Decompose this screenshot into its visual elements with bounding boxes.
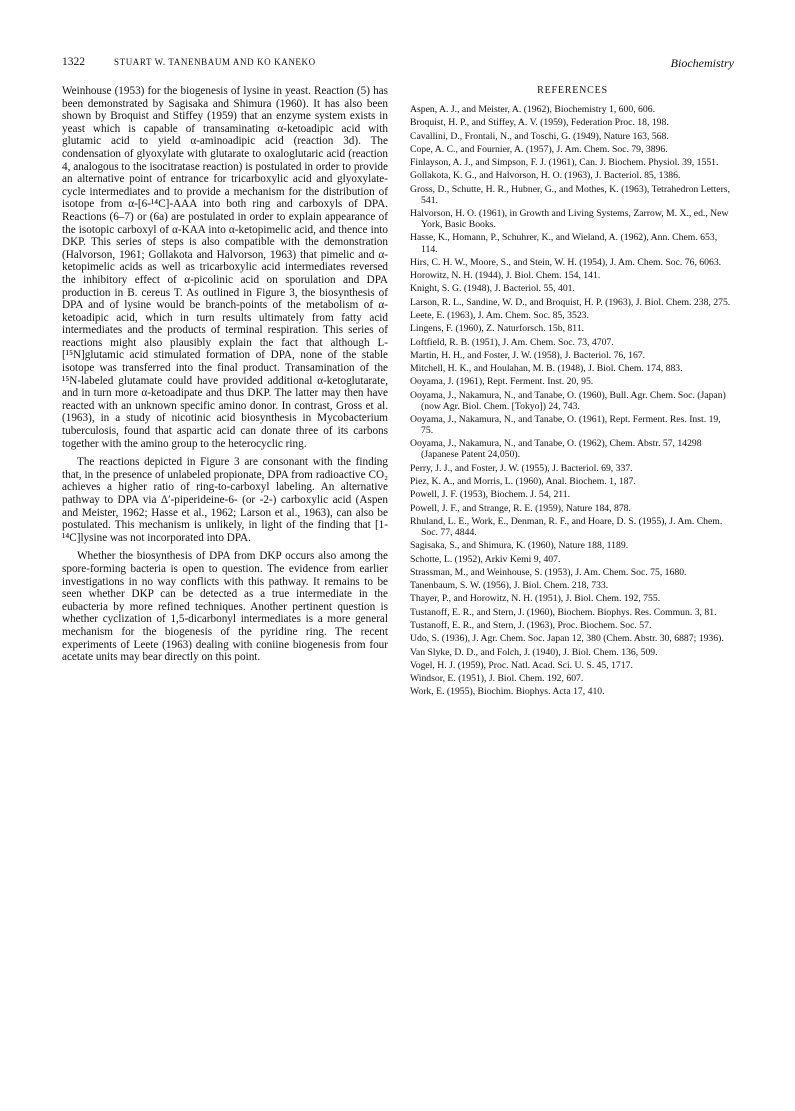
reference-item: Thayer, P., and Horowitz, N. H. (1951), J. Biol. Chem. 192, 755.	[410, 593, 661, 605]
reference-item: Martin, H. H., and Foster, J. W. (1958), J. Bacteriol. 76, 167.	[410, 349, 646, 361]
reference-item: Halvorson, H. O. (1961), in Growth and Living Systems, Zarrow, M. X., ed., New York, Basic Books.	[410, 208, 729, 231]
body-paragraph: Weinhouse (1953) for the biogenesis of lysine in yeast. Reaction (5) has been demonstrated by Sagisaka and Shimura (1960). It has also been shown by Broquist and Stiffey (1959) that an enzyme system exists in yeast which is capable of transaminating α-ketoadipic acid with glutamic acid to yield α-aminoadipic acid (reaction 3d). The condensation of glyoxylate with glutarate to oxaloglutaric acid (reaction 4, analogous to the isocitratase reaction) is postulated in order to provide an alternative point of entrance for tricarboxylic acid and glyoxylate-cycle intermediates and to provide a mechanism for the distribution of isotope from α-[6-¹⁴C]-AAA into both ring and carboxyls of DPA. Reactions (6–7) or (6a) are postulated in order to explain appearance of the isotopic carboxyl of α-KAA into α-ketopimelic acid, and thence into DKP. This series of steps is also compatible with the demonstration (Halvorson, 1961; Gollakota and Halvorson, 1963) that pimelic and α-ketopimelic acids as well as tricarboxylic acid intermediates reversed the inhibitory effect of α-picolinic acid on sporulation and DPA production in B. cereus T. As outlined in Figure 3, the biosynthesis of DPA and of lysine would be branch-points of the metabolism of α-ketoadipic acid, which in turn results ultimately from fatty acid intermediates and the products of terminal respiration. This series of reactions might also plausibly explain the fact that although L-[¹⁵N]glutamic acid stimulated formation of DPA, none of the stable isotope was transferred into the final product. Transamination of the ¹⁵N-labeled glutamate could have provided additional α-ketoglutarate, and in turn more α-ketoadipate and thus DKP. The latter may then have reacted with an unknown specific amino donor. In contrast, Gross et al. (1963), in a study of nicotinic acid biosynthesis in Mycobacterium tuberculosis, found that aspartic acid can donate three of its carbons together with the amino group to the heterocyclic ring.	[62, 85, 388, 450]
reference-item: Vogel, H. J. (1959), Proc. Natl. Acad. Sci. U. S. 45, 1717.	[410, 659, 633, 671]
reference-item: Powell, J. F. (1953), Biochem. J. 54, 211.	[410, 489, 571, 501]
running-head: STUART W. TANENBAUM AND KO KANEKO	[114, 57, 316, 67]
body-text-column	[62, 85, 388, 664]
reference-item: Perry, J. J., and Foster, J. W. (1955), J. Bacteriol. 69, 337.	[410, 462, 633, 474]
reference-item: Finlayson, A. J., and Simpson, F. J. (1961), Can. J. Biochem. Physiol. 39, 1551.	[410, 157, 719, 169]
body-paragraph: The reactions depicted in Figure 3 are consonant with the finding that, in the presence of unlabeled propionate, DPA from radioactive CO₂ achieves a higher ratio of ring-to-carboxyl labeling. An alternative pathway to DPA via Δ′-piperideine-6- (or -2-) carboxylic acid (Aspen and Meister, 1962; Hasse et al., 1962; Larson et al., 1963), can also be postulated. This mechanism is unlikely, in light of the finding that [1-¹⁴C]lysine was not incorporated into DPA.	[62, 456, 388, 544]
reference-item: Udo, S. (1936), J. Agr. Chem. Soc. Japan 12, 380 (Chem. Abstr. 30, 6887; 1936).	[410, 633, 724, 645]
reference-item: Tanenbaum, S. W. (1956), J. Biol. Chem. 218, 733.	[410, 580, 609, 592]
reference-item: Horowitz, N. H. (1944), J. Biol. Chem. 154, 141.	[410, 270, 601, 282]
reference-item: Rhuland, L. E., Work, E., Denman, R. F., and Hoare, D. S. (1955), J. Am. Chem. Soc. 77, 4844.	[410, 515, 723, 538]
reference-item: Gross, D., Schutte, H. R., Hubner, G., and Mothes, K. (1963), Tetrahedron Letters, 541.	[410, 183, 730, 206]
reference-item: Loftfield, R. B. (1951), J. Am. Chem. Soc. 73, 4707.	[410, 336, 614, 348]
reference-item: Van Slyke, D. D., and Folch, J. (1940), J. Biol. Chem. 136, 509.	[410, 646, 658, 658]
reference-item: Ooyama, J. (1961), Rept. Ferment. Inst. 20, 95.	[410, 376, 594, 388]
reference-item: Hasse, K., Homann, P., Schuhrer, K., and Wieland, A. (1962), Ann. Chem. 653, 114.	[410, 232, 718, 255]
reference-item: Work, E. (1955), Biochim. Biophys. Acta 17, 410.	[410, 686, 605, 698]
references-heading: REFERENCES	[537, 85, 608, 96]
reference-item: Knight, S. G. (1948), J. Bacteriol. 55, 401.	[410, 283, 575, 295]
page-header	[62, 56, 734, 74]
reference-item: Gollakota, K. G., and Halvorson, H. O. (1963), J. Bacteriol. 85, 1386.	[410, 170, 681, 182]
reference-item: Windsor, E. (1951), J. Biol. Chem. 192, 607.	[410, 673, 584, 685]
reference-item: Broquist, H. P., and Stiffey, A. V. (1959), Federation Proc. 18, 198.	[410, 117, 669, 129]
reference-item: Cope, A. C., and Fournier, A. (1957), J. Am. Chem. Soc. 79, 3896.	[410, 143, 668, 155]
reference-item: Strassman, M., and Weinhouse, S. (1953), J. Am. Chem. Soc. 75, 1680.	[410, 566, 687, 578]
references-column	[410, 85, 735, 700]
reference-item: Leete, E. (1963), J. Am. Chem. Soc. 85, 3523.	[410, 309, 589, 321]
reference-item: Ooyama, J., Nakamura, N., and Tanabe, O. (1961), Rept. Ferment. Res. Inst. 19, 75.	[410, 414, 721, 437]
reference-item: Schotte, L. (1952), Arkiv Kemi 9, 407.	[410, 553, 561, 565]
page-number: 1322	[62, 56, 85, 68]
reference-item: Lingens, F. (1960), Z. Naturforsch. 15b, 811.	[410, 323, 585, 335]
reference-item: Tustanoff, E. R., and Stern, J. (1963), Proc. Biochem. Soc. 57.	[410, 619, 652, 631]
reference-item: Ooyama, J., Nakamura, N., and Tanabe, O. (1960), Bull. Agr. Chem. Soc. (Japan) (now Agr. Biol. Chem. [Tokyo]) 24, 743.	[410, 389, 726, 412]
body-paragraph: Whether the biosynthesis of DPA from DKP occurs also among the spore-forming bacteria is open to question. The evidence from earlier investigations in no way conflicts with this pathway. It remains to be seen whether DKP can be detected as a true intermediate in the eubacteria by more refined techniques. Another pertinent question is whether cyclization of 1,5-dicarbonyl intermediates is a more general mechanism for the biogenesis of the pyridine ring. The recent experiments of Leete (1963) dealing with coniine biogenesis from four acetate units may bear directly on this point.	[62, 550, 388, 664]
reference-item: Mitchell, H. K., and Houlahan, M. B. (1948), J. Biol. Chem. 174, 883.	[410, 363, 683, 375]
reference-item: Piez, K. A., and Morris, L. (1960), Anal. Biochem. 1, 187.	[410, 476, 636, 488]
reference-item: Hirs, C. H. W., Moore, S., and Stein, W. H. (1954), J. Am. Chem. Soc. 76, 6063.	[410, 256, 722, 268]
reference-list	[410, 104, 735, 697]
reference-item: Sagisaka, S., and Shimura, K. (1960), Nature 188, 1189.	[410, 540, 629, 552]
reference-item: Cavallini, D., Frontali, N., and Toschi, G. (1949), Nature 163, 568.	[410, 130, 669, 142]
journal-name: Biochemistry	[670, 56, 734, 70]
reference-item: Ooyama, J., Nakamura, N., and Tanabe, O. (1962), Chem. Abstr. 57, 14298 (Japanese Patent 24,050).	[410, 438, 702, 461]
reference-item: Larson, R. L., Sandine, W. D., and Broquist, H. P. (1963), J. Biol. Chem. 238, 275.	[410, 296, 731, 308]
reference-item: Tustanoff, E. R., and Stern, J. (1960), Biochem. Biophys. Res. Commun. 3, 81.	[410, 606, 717, 618]
reference-item: Aspen, A. J., and Meister, A. (1962), Biochemistry 1, 600, 606.	[410, 104, 656, 115]
reference-item: Powell, J. F., and Strange, R. E. (1959), Nature 184, 878.	[410, 502, 631, 514]
